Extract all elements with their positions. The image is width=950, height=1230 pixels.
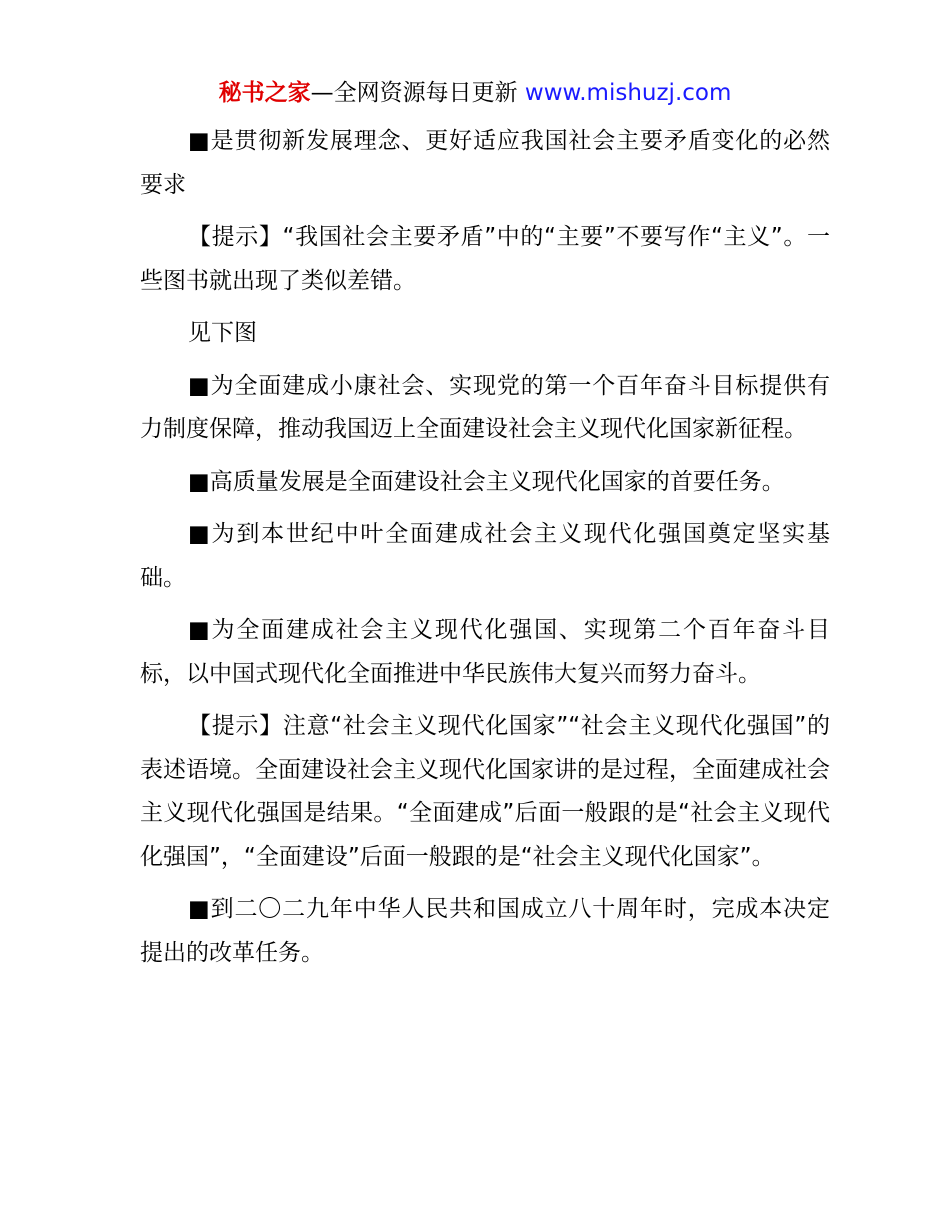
paragraph: ■为全面建成小康社会、实现党的第一个百年奋斗目标提供有力制度保障，推动我国迈上全面建设社会主义现代化国家新征程。: [140, 372, 830, 442]
tip-paragraph: 【提示】注意“社会主义现代化国家”“社会主义现代化强国”的表述语境。全面建设社会主义现代化国家讲的是过程，全面建成社会主义现代化强国是结果。“全面建成”后面一般跟的是“社会主义现代化强国”，“全面建设”后面一般跟的是“社会主义现代化国家”。: [140, 713, 830, 870]
document-body: [140, 120, 830, 984]
paragraph: ■高质量发展是全面建设社会主义现代化国家的首要任务。: [188, 468, 785, 495]
paragraph: ■为到本世纪中叶全面建成社会主义现代化强国奠定坚实基础。: [140, 521, 830, 591]
paragraph: ■是贯彻新发展理念、更好适应我国社会主要矛盾变化的必然要求: [140, 128, 830, 198]
paragraph: 见下图: [188, 320, 257, 346]
header-url-link[interactable]: www.mishuzj.com: [524, 80, 732, 106]
header-tagline: —全网资源每日更新: [310, 80, 518, 106]
tip-paragraph: 【提示】“我国社会主要矛盾”中的“主要”不要写作“主义”。一些图书就出现了类似差错。: [140, 224, 830, 294]
page-header: [0, 76, 950, 110]
paragraph: ■为全面建成社会主义现代化强国、实现第二个百年奋斗目标，以中国式现代化全面推进中华民族伟大复兴而努力奋斗。: [140, 617, 830, 687]
paragraph: ■到二〇二九年中华人民共和国成立八十周年时，完成本决定提出的改革任务。: [140, 896, 830, 966]
header-brand: 秘书之家: [218, 80, 311, 106]
